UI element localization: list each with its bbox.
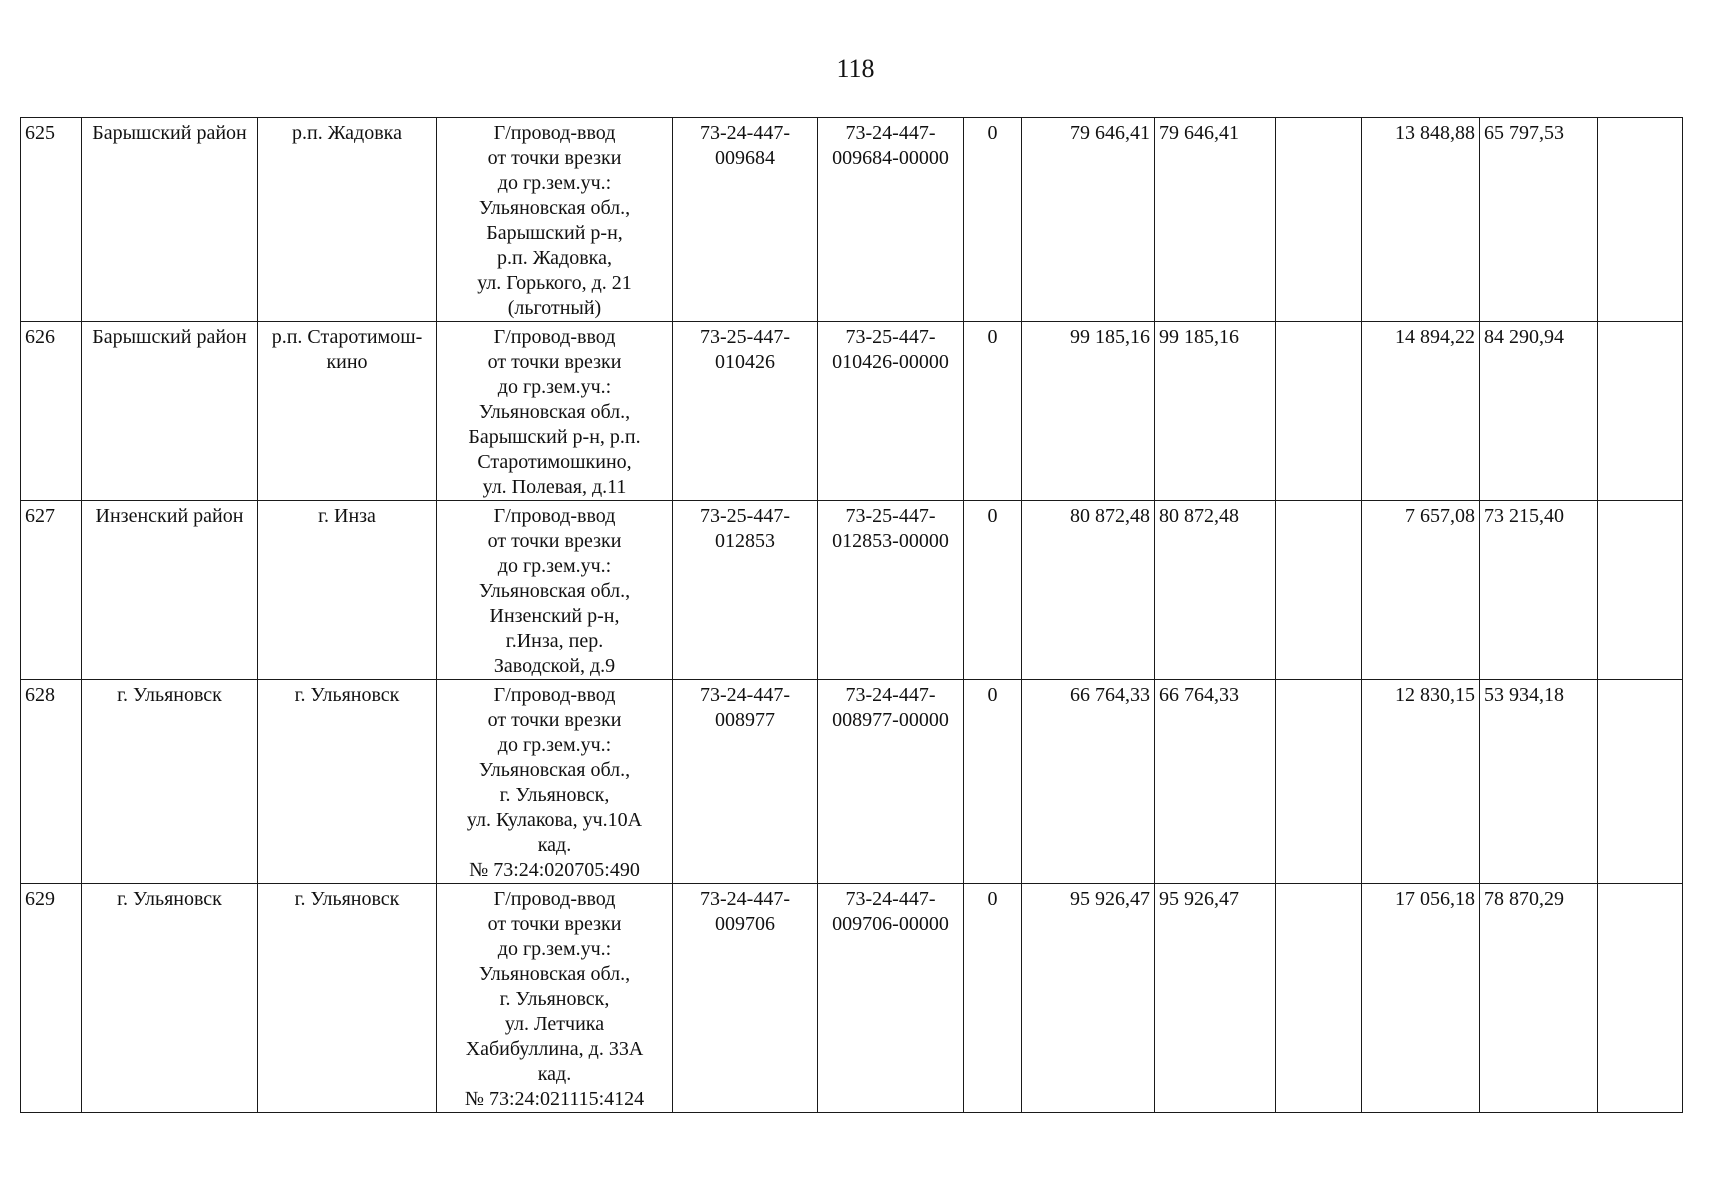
zero-cell: 0 (964, 322, 1022, 501)
district-cell: г. Ульяновск (82, 884, 258, 1113)
empty-cell (1276, 884, 1362, 1113)
amount-cell-3: 12 830,15 (1362, 680, 1480, 884)
table-row (21, 680, 1683, 884)
page-number: 118 (836, 54, 875, 83)
district-cell: Барышский район (82, 322, 258, 501)
amount-cell-4: 84 290,94 (1480, 322, 1598, 501)
table-row (21, 322, 1683, 501)
table-row (21, 884, 1683, 1113)
amount-cell-3: 7 657,08 (1362, 501, 1480, 680)
last-cell (1598, 501, 1683, 680)
row-number: 627 (21, 501, 82, 680)
inventory-code-cell: 73-24-447-009706 (673, 884, 818, 1113)
last-cell (1598, 118, 1683, 322)
amount-cell-2: 95 926,47 (1155, 884, 1276, 1113)
zero-cell: 0 (964, 884, 1022, 1113)
locality-cell: р.п. Жадовка (258, 118, 437, 322)
full-code-cell: 73-24-447-009706-00000 (818, 884, 964, 1113)
last-cell (1598, 884, 1683, 1113)
amount-cell-3: 13 848,88 (1362, 118, 1480, 322)
amount-cell-3: 17 056,18 (1362, 884, 1480, 1113)
inventory-code-cell: 73-25-447-012853 (673, 501, 818, 680)
district-cell: Барышский район (82, 118, 258, 322)
table-row (21, 501, 1683, 680)
row-number: 626 (21, 322, 82, 501)
full-code-cell: 73-25-447-010426-00000 (818, 322, 964, 501)
amount-cell-3: 14 894,22 (1362, 322, 1480, 501)
table-row (21, 118, 1683, 322)
object-description-cell: Г/провод-ввод от точки врезки до гр.зем.уч.: Ульяновская обл., г. Ульяновск, ул. Кулакова, уч.10А кад. № 73:24:020705:490 (437, 680, 673, 884)
amount-cell-4: 65 797,53 (1480, 118, 1598, 322)
table-body (21, 118, 1683, 1113)
locality-cell: г. Инза (258, 501, 437, 680)
amount-cell-4: 53 934,18 (1480, 680, 1598, 884)
object-description-cell: Г/провод-ввод от точки врезки до гр.зем.уч.: Ульяновская обл., Барышский р-н, р.п. Старотимошкино, ул. Полевая, д.11 (437, 322, 673, 501)
amount-cell-4: 73 215,40 (1480, 501, 1598, 680)
zero-cell: 0 (964, 118, 1022, 322)
amount-cell-4: 78 870,29 (1480, 884, 1598, 1113)
row-number: 629 (21, 884, 82, 1113)
inventory-code-cell: 73-24-447-009684 (673, 118, 818, 322)
amount-cell-2: 66 764,33 (1155, 680, 1276, 884)
empty-cell (1276, 118, 1362, 322)
object-description-cell: Г/провод-ввод от точки врезки до гр.зем.уч.: Ульяновская обл., г. Ульяновск, ул. Летчика Хабибуллина, д. 33А кад. № 73:24:021115:4124 (437, 884, 673, 1113)
locality-cell: г. Ульяновск (258, 884, 437, 1113)
locality-cell: г. Ульяновск (258, 680, 437, 884)
amount-cell-1: 95 926,47 (1022, 884, 1155, 1113)
object-description-cell: Г/провод-ввод от точки врезки до гр.зем.уч.: Ульяновская обл., Инзенский р-н, г.Инза, пер. Заводской, д.9 (437, 501, 673, 680)
zero-cell: 0 (964, 680, 1022, 884)
inventory-code-cell: 73-24-447-008977 (673, 680, 818, 884)
amount-cell-1: 80 872,48 (1022, 501, 1155, 680)
full-code-cell: 73-25-447-012853-00000 (818, 501, 964, 680)
amount-cell-1: 66 764,33 (1022, 680, 1155, 884)
empty-cell (1276, 322, 1362, 501)
amount-cell-1: 79 646,41 (1022, 118, 1155, 322)
district-cell: г. Ульяновск (82, 680, 258, 884)
amount-cell-2: 99 185,16 (1155, 322, 1276, 501)
district-cell: Инзенский район (82, 501, 258, 680)
amount-cell-1: 99 185,16 (1022, 322, 1155, 501)
amount-cell-2: 80 872,48 (1155, 501, 1276, 680)
asset-register-table (20, 117, 1683, 1113)
row-number: 625 (21, 118, 82, 322)
zero-cell: 0 (964, 501, 1022, 680)
full-code-cell: 73-24-447-009684-00000 (818, 118, 964, 322)
object-description-cell: Г/провод-ввод от точки врезки до гр.зем.уч.: Ульяновская обл., Барышский р-н, р.п. Жадовка, ул. Горького, д. 21 (льготный) (437, 118, 673, 322)
last-cell (1598, 322, 1683, 501)
inventory-code-cell: 73-25-447-010426 (673, 322, 818, 501)
full-code-cell: 73-24-447-008977-00000 (818, 680, 964, 884)
row-number: 628 (21, 680, 82, 884)
empty-cell (1276, 680, 1362, 884)
last-cell (1598, 680, 1683, 884)
locality-cell: р.п. Старотимош-кино (258, 322, 437, 501)
amount-cell-2: 79 646,41 (1155, 118, 1276, 322)
empty-cell (1276, 501, 1362, 680)
